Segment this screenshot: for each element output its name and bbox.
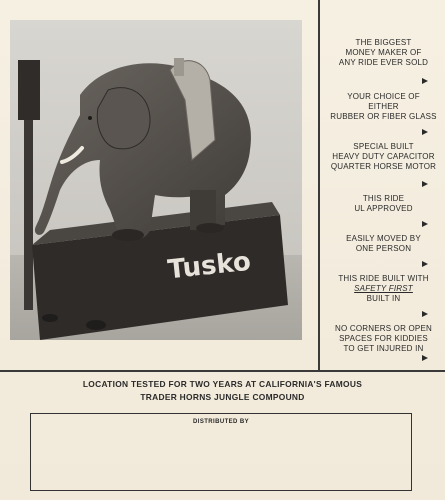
bullet-arrow-icon	[422, 78, 428, 84]
feature-money-maker	[322, 38, 445, 68]
feature-line: MONEY MAKER OF	[345, 48, 422, 57]
horizontal-divider	[0, 370, 445, 372]
feature-line: BUILT IN	[366, 294, 401, 303]
distributed-by-box	[30, 413, 412, 491]
feature-line: EASILY MOVED BY	[346, 234, 421, 243]
location-line-2: TRADER HORNS JUNGLE COMPOUND	[140, 392, 305, 402]
feature-safety-first	[322, 274, 445, 304]
feature-line: UL APPROVED	[354, 204, 413, 213]
location-line-1: LOCATION TESTED FOR TWO YEARS AT CALIFORNIA'S FAMOUS	[82, 379, 363, 389]
bullet-arrow-icon	[422, 261, 428, 267]
distributed-by-label: DISTRIBUTED BY	[193, 419, 249, 425]
bullet-arrow-icon	[422, 181, 428, 187]
feature-line: RUBBER OR FIBER GLASS	[330, 112, 437, 121]
feature-line: EITHER	[368, 102, 399, 111]
feature-line: NO CORNERS OR OPEN	[335, 324, 432, 333]
feature-line: THIS RIDE	[362, 194, 405, 203]
feature-motor	[322, 142, 445, 172]
feature-ul-approved	[322, 194, 445, 214]
feature-line: SAFETY FIRST	[354, 284, 413, 293]
bullet-arrow-icon	[422, 355, 428, 361]
feature-line: YOUR CHOICE OF	[347, 92, 420, 101]
feature-line: ONE PERSON	[355, 244, 412, 253]
tusko-sign-text: Tusko	[166, 246, 253, 286]
feature-line: THIS RIDE BUILT WITH	[338, 274, 429, 283]
feature-no-corners	[322, 324, 445, 354]
feature-line: QUARTER HORSE MOTOR	[330, 162, 437, 171]
feature-line: ANY RIDE EVER SOLD	[338, 58, 429, 67]
bullet-arrow-icon	[422, 221, 428, 227]
feature-line: SPACES FOR KIDDIES	[339, 334, 428, 343]
location-statement	[0, 378, 445, 404]
feature-material-choice	[322, 92, 445, 122]
feature-easily-moved	[322, 234, 445, 254]
feature-line: HEAVY DUTY CAPACITOR	[332, 152, 435, 161]
bullet-arrow-icon	[422, 129, 428, 135]
feature-line: THE BIGGEST	[355, 38, 412, 47]
feature-line: TO GET INJURED IN	[343, 344, 424, 353]
bullet-arrow-icon	[422, 311, 428, 317]
feature-line: SPECIAL BUILT	[353, 142, 414, 151]
ride-photo	[10, 20, 302, 340]
vertical-divider	[318, 0, 320, 370]
